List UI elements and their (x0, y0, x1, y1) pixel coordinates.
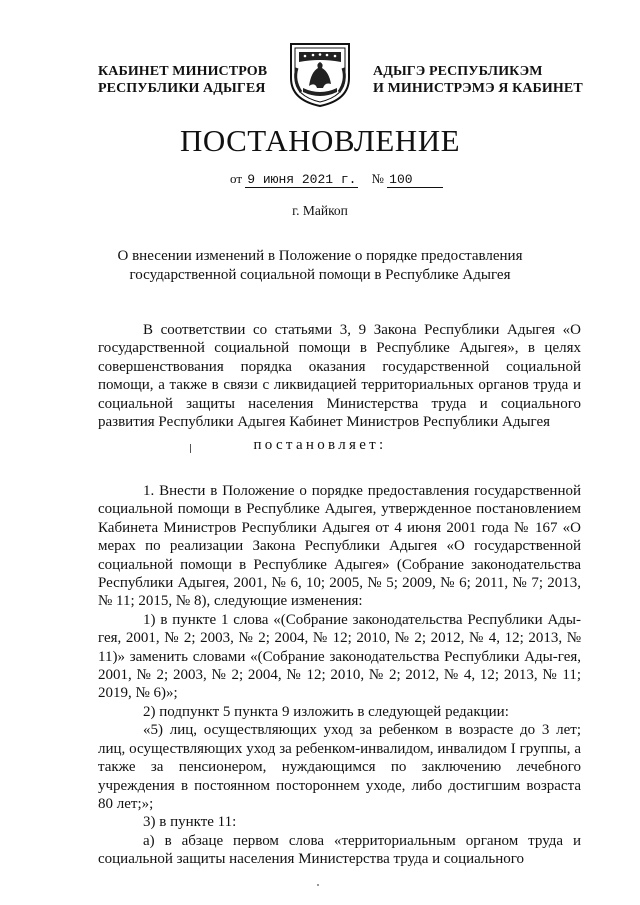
subject-line: О внесении изменений в Положение о порядке предоставления (117, 248, 523, 264)
document-title: ПОСТАНОВЛЕНИЕ (179, 123, 461, 158)
document-number: 100 (387, 172, 443, 188)
issuer-name-russian (98, 63, 267, 97)
document-subject (80, 247, 560, 285)
page-dot (317, 884, 319, 886)
date-from-label: от (230, 171, 243, 186)
list-item: 1. Внести в Положение о порядке предоставления государственной социальной помощи в Республике Адыгея, утвержденное постановлением Кабинета Министров Республики Адыгея от 4 июня 2001 года № 167 «О мерах по реализации Закона Республики Адыгея «О государственной социальной помощи в Республике Адыгея» (Собрание законодательства Республики Адыгея, 2001, № 6, 10; 2005, № 5; 2009, № 6; 2011, № 7; 2013, № 11; 2015, № 8), следующие изменения: (98, 483, 581, 610)
document-date: 9 июня 2021 г. (247, 172, 357, 187)
list-item: 2) подпункт 5 пункта 9 изложить в следующей редакции: (143, 703, 509, 720)
date-number-line (230, 171, 450, 188)
preamble-paragraph: В соответствии со статьями 3, 9 Закона Республики Адыгея «О государственной социальной помощи в Республике Адыгея», в целях совершенствования порядка оказания государственной социальной помощи, а также в связи с ликвидацией территориальных органов труда и социальной защиты населения Министерства труда и социального развития Республики Адыгея Кабинет Министров Республики Адыгея (98, 322, 581, 431)
subject-line: государственной социальной помощи в Республике Адыгея (129, 267, 511, 283)
issuer-name-adyghe (373, 63, 583, 97)
list-item: а) в абзаце первом слова «территориальным органом труда и социальной защиты населения Министерства труда и социального (98, 832, 581, 868)
resolves-heading: постановляет: (253, 437, 387, 453)
number-label: № (371, 171, 384, 186)
issuer-line: АДЫГЭ РЕСПУБЛИКЭМ (373, 64, 543, 79)
list-item: 3) в пункте 11: (143, 814, 237, 831)
coat-of-arms-icon (283, 38, 357, 108)
resolution-items (98, 482, 581, 869)
issuer-line: И МИНИСТРЭМЭ Я КАБИНЕТ (373, 81, 583, 96)
preamble (98, 321, 581, 431)
list-item: 1) в пункте 1 слова «(Собрание законодательства Республики Ады-гея, 2001, № 2; 2003, № 2; 2004, № 12; 2010, № 2; 2012, № 4, 12; 2013, № 11)» заменить словами «(Собрание законодательства Республики Ады-гея, 2001, № 2; 2003, № 2; 2004, № 12; 2010, № 2; 2012, № 4, 12; 2013, № 11; 2019, № 6)»; (98, 611, 581, 702)
city: г. Майкоп (292, 203, 348, 218)
list-item: «5) лиц, осуществляющих уход за ребенком в возрасте до 3 лет; лиц, осуществляющих уход за ребенком-инвалидом, инвалидом I группы, а также за пенсионером, нуждающимся по заключению лечебного учреждения в постоянном постороннем уходе, либо достигшим возраста 80 лет;»; (98, 722, 581, 812)
issuer-line: КАБИНЕТ МИНИСТРОВ (98, 64, 268, 79)
issuer-line: РЕСПУБЛИКИ АДЫГЕЯ (98, 81, 266, 96)
